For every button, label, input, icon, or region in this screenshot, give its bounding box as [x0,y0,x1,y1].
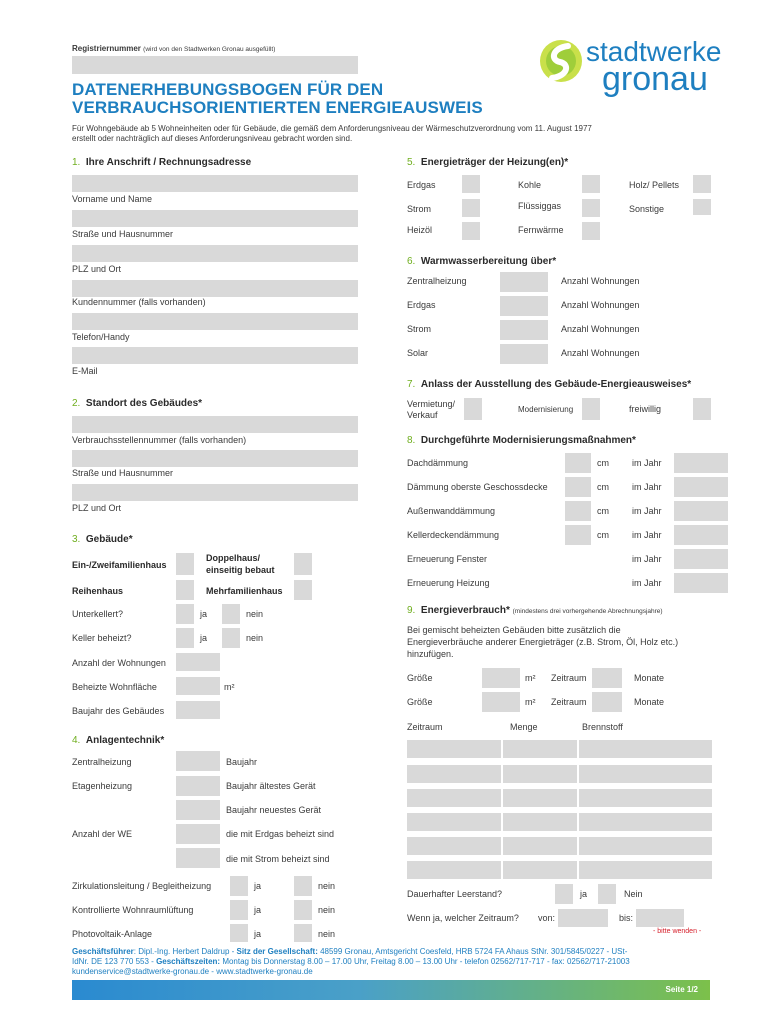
reason-modernisation-checkbox[interactable] [582,398,600,420]
building-zip-city-field[interactable] [72,484,358,501]
consumption-text-line-2: Energieverbräuche anderer Energieträger (z.B. Strom, Öl, Holz etc.) [407,637,679,647]
footer-line-2: IdNr. DE 123 770 553 - Geschäftszeiten: Montag bis Donnerstag 8.00 – 17.00 Uhr, Freitag 8.00 – 13.00 Uhr - telefon 02562/717-717 - fax: 02562/717-21003 [72,957,630,966]
footer-bar [72,980,710,1000]
units-electric-field[interactable] [176,848,220,868]
roof-insulation-cm-unit: cm [597,458,609,468]
consumption-period-row-4[interactable] [407,813,501,831]
street-label: Straße und Hausnummer [72,229,174,239]
logo-text-gronau: gronau [602,60,708,98]
central-heating-label: Zentralheizung [72,757,132,767]
col-fuel-header: Brennstoff [582,722,623,732]
type-semi-detached-label-2: einseitig bebaut [206,565,275,575]
hw-solar-label: Solar [407,348,429,358]
wall-insulation-cm-field[interactable] [565,501,591,521]
photovoltaic-no-label: nein [318,929,336,939]
units-electric-label: die mit Strom beheizt sind [226,854,330,864]
roof-insulation-label: Dachdämmung [407,458,469,468]
consumption-period-row-1[interactable] [407,740,501,758]
reason-voluntary-label: freiwillig [629,404,662,414]
carrier-electric-label: Strom [407,204,432,214]
section-2-heading: 2. Standort des Gebäudes* [72,398,203,409]
type-semi-detached-checkbox[interactable] [294,553,312,575]
photovoltaic-yes-checkbox[interactable] [230,924,248,942]
carrier-electric-checkbox[interactable] [462,199,480,217]
footer-line-1: Geschäftsführer: Dipl.-Ing. Herbert Daldrup - Sitz der Gesellschaft: 48599 Gronau, Amtsgericht Coesfeld, HRB 5724 FA Ahaus StNr. 301/5845/0227 - USt- [72,947,628,956]
carrier-lpg-checkbox[interactable] [582,199,600,217]
hw-gas-count-label: Anzahl Wohnungen [561,300,640,310]
ceiling-insulation-year-field[interactable] [674,477,728,497]
wall-insulation-label: Außenwanddämmung [407,506,496,516]
ceiling-insulation-cm-unit: cm [597,482,609,492]
form-title-line-1: DATENERHEBUNGSBOGEN FÜR DEN [72,80,384,99]
registration-label: Registriernummer (wird von den Stadtwerken Gronau ausgefüllt) [72,44,276,53]
vacancy-period-label: Wenn ja, welcher Zeitraum? [407,913,519,923]
carrier-oil-checkbox[interactable] [462,222,480,240]
col-amount-header: Menge [510,722,538,732]
size-unit-2: m² [525,697,536,707]
basement-ceiling-insulation-year-label: im Jahr [632,530,662,540]
building-street-field[interactable] [72,450,358,467]
vacancy-label: Dauerhafter Leerstand? [407,889,503,899]
hw-electric-field[interactable] [500,320,548,340]
basement-heated-yes-checkbox[interactable] [176,628,194,648]
basement-yes-checkbox[interactable] [176,604,194,624]
reason-voluntary-checkbox[interactable] [693,398,711,420]
carrier-gas-checkbox[interactable] [462,175,480,193]
floor-heating-label: Etagenheizung [72,781,133,791]
email-field[interactable] [72,347,358,364]
apartments-count-field[interactable] [176,653,220,671]
roof-insulation-year-label: im Jahr [632,458,662,468]
consumption-fuel-row-1[interactable] [579,740,712,758]
months-label-1: Monate [634,673,665,683]
reason-modernisation-label: Modernisierung [518,405,574,414]
meter-number-field[interactable] [72,416,358,433]
central-heating-year-label: Baujahr [226,757,258,767]
basement-no-checkbox[interactable] [222,604,240,624]
window-renewal-label: Erneuerung Fenster [407,554,488,564]
section-5-heading: 5. Energieträger der Heizung(en)* [407,157,569,168]
logo-mark-icon [538,38,584,84]
carrier-other-checkbox[interactable] [693,199,711,215]
section-1-heading: 1. Ihre Anschrift / Rechnungsadresse [72,157,252,168]
zip-city-label: PLZ und Ort [72,264,122,274]
vacancy-yes-label: ja [580,889,588,899]
intro-line-1: Für Wohngebäude ab 5 Wohneinheiten oder für Gebäude, die gemäß dem Anforderungsniveau der Wärmeschutzverordnung vom 11. August 1977 [72,124,592,133]
name-field[interactable] [72,175,358,192]
window-renewal-year-label: im Jahr [632,554,662,564]
section-4-heading: 4. Anlagentechnik* [72,735,165,746]
intro-line-2: erstellt oder nachträglich auf dieses Anforderungsniveau gebracht worden sind. [72,134,353,143]
consumption-fuel-row-3[interactable] [579,789,712,807]
meter-number-label: Verbrauchsstellennummer (falls vorhanden) [72,435,247,445]
carrier-other-label: Sonstige [629,204,665,214]
ceiling-insulation-cm-field[interactable] [565,477,591,497]
window-renewal-year-field[interactable] [674,549,728,569]
newest-device-year-label: Baujahr neuestes Gerät [226,805,322,815]
ceiling-insulation-label: Dämmung oberste Geschossdecke [407,482,548,492]
carrier-gas-label: Erdgas [407,180,436,190]
living-area-field[interactable] [176,677,220,695]
vacancy-no-label: Nein [624,889,643,899]
footer-contact-line: kundenservice@stadtwerke-gronau.de - www.stadtwerke-gronau.de [72,967,313,976]
vacancy-to-field[interactable] [636,909,684,927]
units-gas-field[interactable] [176,824,220,844]
living-area-unit: m² [224,682,235,692]
consumption-period-row-3[interactable] [407,789,501,807]
street-field[interactable] [72,210,358,227]
consumption-amount-row-4[interactable] [503,813,577,831]
ceiling-insulation-year-label: im Jahr [632,482,662,492]
units-gas-label: die mit Erdgas beheizt sind [226,829,335,839]
central-heating-field[interactable] [176,751,220,771]
carrier-wood-checkbox[interactable] [693,175,711,193]
vacancy-no-checkbox[interactable] [598,884,616,904]
vacancy-from-label: von: [538,913,556,923]
carrier-oil-label: Heizöl [407,225,433,235]
vacancy-to-label: bis: [619,913,634,923]
period-field-1[interactable] [592,668,622,688]
basement-heated-yes-label: ja [200,633,208,643]
period-label-1: Zeitraum [551,673,587,683]
consumption-text-line-3: hinzufügen. [407,649,454,659]
type-multi-family-checkbox[interactable] [294,580,312,600]
basement-no-label: nein [246,609,264,619]
phone-field[interactable] [72,313,358,330]
heating-renewal-year-field[interactable] [674,573,728,593]
hw-solar-count-label: Anzahl Wohnungen [561,348,640,358]
heating-renewal-label: Erneuerung Heizung [407,578,490,588]
consumption-amount-row-3[interactable] [503,789,577,807]
col-period-header: Zeitraum [407,722,443,732]
carrier-lpg-label: Flüssiggas [518,201,562,211]
residential-units-label: Anzahl der WE [72,829,133,839]
months-label-2: Monate [634,697,665,707]
circulation-no-label: nein [318,881,336,891]
apartments-count-label: Anzahl der Wohnungen [72,658,166,668]
photovoltaic-yes-label: ja [254,929,262,939]
circulation-no-checkbox[interactable] [294,876,312,896]
wall-insulation-year-label: im Jahr [632,506,662,516]
floor-heating-oldest-field[interactable] [176,776,220,796]
living-area-label: Beheizte Wohnfläche [72,682,157,692]
period-field-2[interactable] [592,692,622,712]
ventilation-yes-label: ja [254,905,262,915]
photovoltaic-label: Photovoltaik-Anlage [72,929,153,939]
consumption-fuel-row-4[interactable] [579,813,712,831]
size-label-1: Größe [407,673,433,683]
type-terraced-checkbox[interactable] [176,580,194,600]
carrier-coal-label: Kohle [518,180,542,190]
customer-number-field[interactable] [72,280,358,297]
consumption-period-row-6[interactable] [407,861,501,879]
reason-rental-checkbox[interactable] [464,398,482,420]
consumption-fuel-row-6[interactable] [579,861,712,879]
hw-electric-count-label: Anzahl Wohnungen [561,324,640,334]
type-terraced-label: Reihenhaus [72,586,124,596]
consumption-period-row-5[interactable] [407,837,501,855]
circulation-label: Zirkulationsleitung / Begleitheizung [72,881,212,891]
carrier-wood-label: Holz/ Pellets [629,180,680,190]
section-8-heading: 8. Durchgeführte Modernisierungsmaßnahmen* [407,435,636,446]
hw-electric-label: Strom [407,324,432,334]
consumption-period-row-2[interactable] [407,765,501,783]
ventilation-yes-checkbox[interactable] [230,900,248,920]
floor-heating-newest-field[interactable] [176,800,220,820]
ventilation-no-label: nein [318,905,336,915]
ventilation-no-checkbox[interactable] [294,900,312,920]
carrier-district-heating-label: Fernwärme [518,225,564,235]
oldest-device-year-label: Baujahr ältestes Gerät [226,781,316,791]
basement-yes-label: ja [200,609,208,619]
consumption-amount-row-2[interactable] [503,765,577,783]
phone-label: Telefon/Handy [72,332,130,342]
consumption-fuel-row-2[interactable] [579,765,712,783]
construction-year-field[interactable] [176,701,220,719]
basement-ceiling-insulation-label: Kellerdeckendämmung [407,530,500,540]
section-6-heading: 6. Warmwasserbereitung über* [407,256,557,267]
hw-gas-label: Erdgas [407,300,436,310]
basement-heated-no-checkbox[interactable] [222,628,240,648]
logo-text-stadtwerke: stadtwerke [586,36,722,67]
carrier-coal-checkbox[interactable] [582,175,600,193]
consumption-fuel-row-5[interactable] [579,837,712,855]
type-single-family-checkbox[interactable] [176,553,194,575]
type-single-family-label: Ein-/Zweifamilienhaus [72,560,167,570]
wall-insulation-year-field[interactable] [674,501,728,521]
type-semi-detached-label-1: Doppelhaus/ [206,553,261,563]
size-field-1[interactable] [482,668,520,688]
name-label: Vorname und Name [72,194,153,204]
section-7-heading: 7. Anlass der Ausstellung des Gebäude-Energieausweises* [407,379,692,390]
period-label-2: Zeitraum [551,697,587,707]
hw-solar-field[interactable] [500,344,548,364]
type-multi-family-label: Mehrfamilienhaus [206,586,283,596]
circulation-yes-checkbox[interactable] [230,876,248,896]
circulation-yes-label: ja [254,881,262,891]
basement-ceiling-insulation-cm-unit: cm [597,530,609,540]
basement-ceiling-insulation-cm-field[interactable] [565,525,591,545]
zip-city-field[interactable] [72,245,358,262]
basement-heated-no-label: nein [246,633,264,643]
hw-central-label: Zentralheizung [407,276,467,286]
section-3-heading: 3. Gebäude* [72,534,133,545]
size-unit-1: m² [525,673,536,683]
hw-central-count-label: Anzahl Wohnungen [561,276,640,286]
form-title-line-2: VERBRAUCHSORIENTIERTEN ENERGIEAUSWEIS [72,98,483,117]
reason-rental-label-1: Vermietung/ [407,399,456,409]
building-street-label: Straße und Hausnummer [72,468,174,478]
photovoltaic-no-checkbox[interactable] [294,924,312,942]
basement-heated-label: Keller beheizt? [72,633,132,643]
wall-insulation-cm-unit: cm [597,506,609,516]
hw-central-field[interactable] [500,272,548,292]
registration-number-field[interactable] [72,56,358,74]
carrier-district-heating-checkbox[interactable] [582,222,600,240]
size-label-2: Größe [407,697,433,707]
vacancy-from-field[interactable] [558,909,608,927]
ventilation-label: Kontrollierte Wohnraumlüftung [72,905,194,915]
email-label: E-Mail [72,366,98,376]
consumption-amount-row-5[interactable] [503,837,577,855]
section-9-heading: 9. Energieverbrauch* (mindestens drei vorhergehende Abrechnungsjahre) [407,605,663,616]
construction-year-label: Baujahr des Gebäudes [72,706,165,716]
basement-ceiling-insulation-year-field[interactable] [674,525,728,545]
reason-rental-label-2: Verkauf [407,410,438,420]
building-zip-city-label: PLZ und Ort [72,503,122,513]
roof-insulation-year-field[interactable] [674,453,728,473]
page-number: Seite 1/2 [665,985,698,994]
heating-renewal-year-label: im Jahr [632,578,662,588]
consumption-amount-row-6[interactable] [503,861,577,879]
customer-number-label: Kundennummer (falls vorhanden) [72,297,206,307]
basement-label: Unterkellert? [72,609,124,619]
hw-gas-field[interactable] [500,296,548,316]
consumption-text-line-1: Bei gemischt beheizten Gebäuden bitte zusätzlich die [407,625,621,635]
please-turn-hint: - bitte wenden - [653,928,702,935]
roof-insulation-cm-field[interactable] [565,453,591,473]
vacancy-yes-checkbox[interactable] [555,884,573,904]
size-field-2[interactable] [482,692,520,712]
consumption-amount-row-1[interactable] [503,740,577,758]
